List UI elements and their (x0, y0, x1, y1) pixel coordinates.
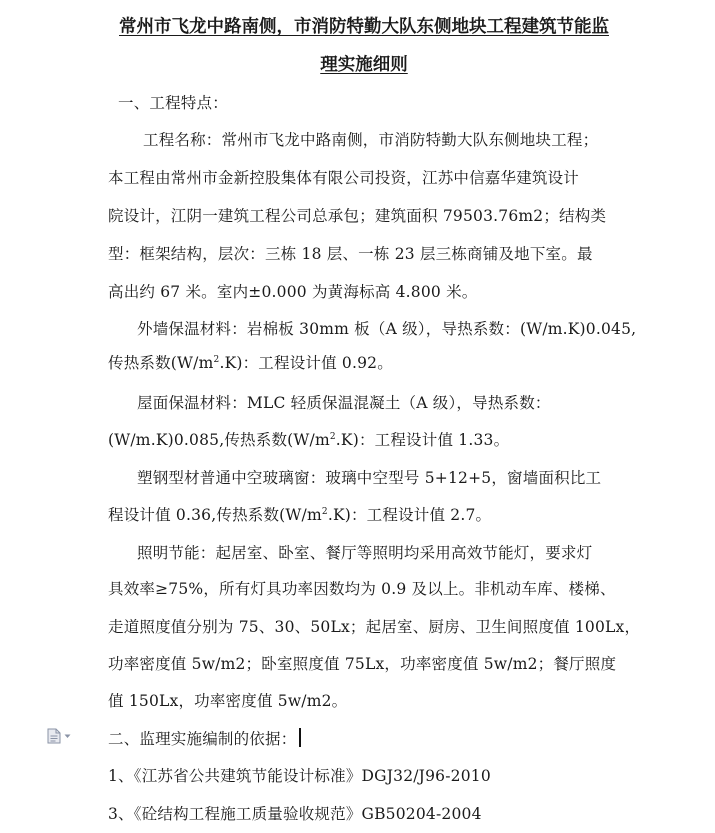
basis-item-3: 3、《砼结构工程施工质量验收规范》GB50204-2004 (108, 805, 482, 823)
doc-title-line-1: 常州市飞龙中路南侧，市消防特勤大队东侧地块工程建筑节能监 (119, 17, 609, 37)
chevron-down-icon (64, 734, 71, 739)
window-line-2: 程设计值 0.36,传热系数$(W/m^2.K)$：工程设计值 2.7。 (108, 506, 492, 524)
section-2-heading: 二、监理实施编制的依据： (108, 727, 301, 749)
lighting-line-2: 具效率≥75%，所有灯具功率因数均为 0.9 及以上。非机动车库、楼梯、 (108, 580, 616, 598)
project-line-2: 本工程由常州市金新控股集体有限公司投资，江苏中信嘉华建筑设计 (108, 169, 580, 187)
wall-line-1: 外墙保温材料：岩棉板 30mm 板（A 级），导热系数：(W/m.K)0.045, (137, 320, 637, 338)
doc-title-line-2: 理实施细则 (320, 55, 408, 75)
text-cursor (299, 728, 301, 747)
wall-line-2: 传热系数$(W/m^2.K)$：工程设计值 0.92。 (108, 354, 393, 372)
basis-item-1: 1、《江苏省公共建筑节能设计标准》DGJ32/J96-2010 (108, 767, 491, 785)
project-line-4: 型：框架结构，层次：三栋 18 层、一栋 23 层三栋商铺及地下室。最 (108, 245, 593, 263)
project-line-1: 工程名称：常州市飞龙中路南侧，市消防特勤大队东侧地块工程； (143, 131, 599, 149)
lighting-line-5: 值 150Lx，功率密度值 5w/m2。 (108, 692, 348, 710)
project-line-3: 院设计，江阴一建筑工程公司总承包；建筑面积 79503.76m2；结构类 (108, 207, 607, 225)
lighting-line-1: 照明节能：起居室、卧室、餐厅等照明均采用高效节能灯，要求灯 (137, 544, 593, 562)
paragraph-options-button[interactable] (47, 727, 77, 745)
roof-line-1: 屋面保温材料：MLC 轻质保温混凝土（A 级），导热系数： (137, 394, 551, 412)
window-line-1: 塑钢型材普通中空玻璃窗：玻璃中空型号 5+12+5，窗墙面积比工 (137, 469, 602, 487)
section-1-heading: 一、工程特点： (118, 94, 228, 112)
roof-line-2: (W/m.K)0.085,传热系数$(W/m^2.K)$：工程设计值 1.33。 (108, 431, 510, 449)
project-line-5: 高出约 67 米。室内±0.000 为黄海标高 4.800 米。 (108, 283, 478, 301)
document-icon (47, 728, 61, 744)
lighting-line-4: 功率密度值 5w/m2；卧室照度值 75Lx，功率密度值 5w/m2；餐厅照度 (108, 655, 617, 673)
lighting-line-3: 走道照度值分别为 75、30、50Lx；起居室、厨房、卫生间照度值 100Lx， (108, 618, 641, 636)
